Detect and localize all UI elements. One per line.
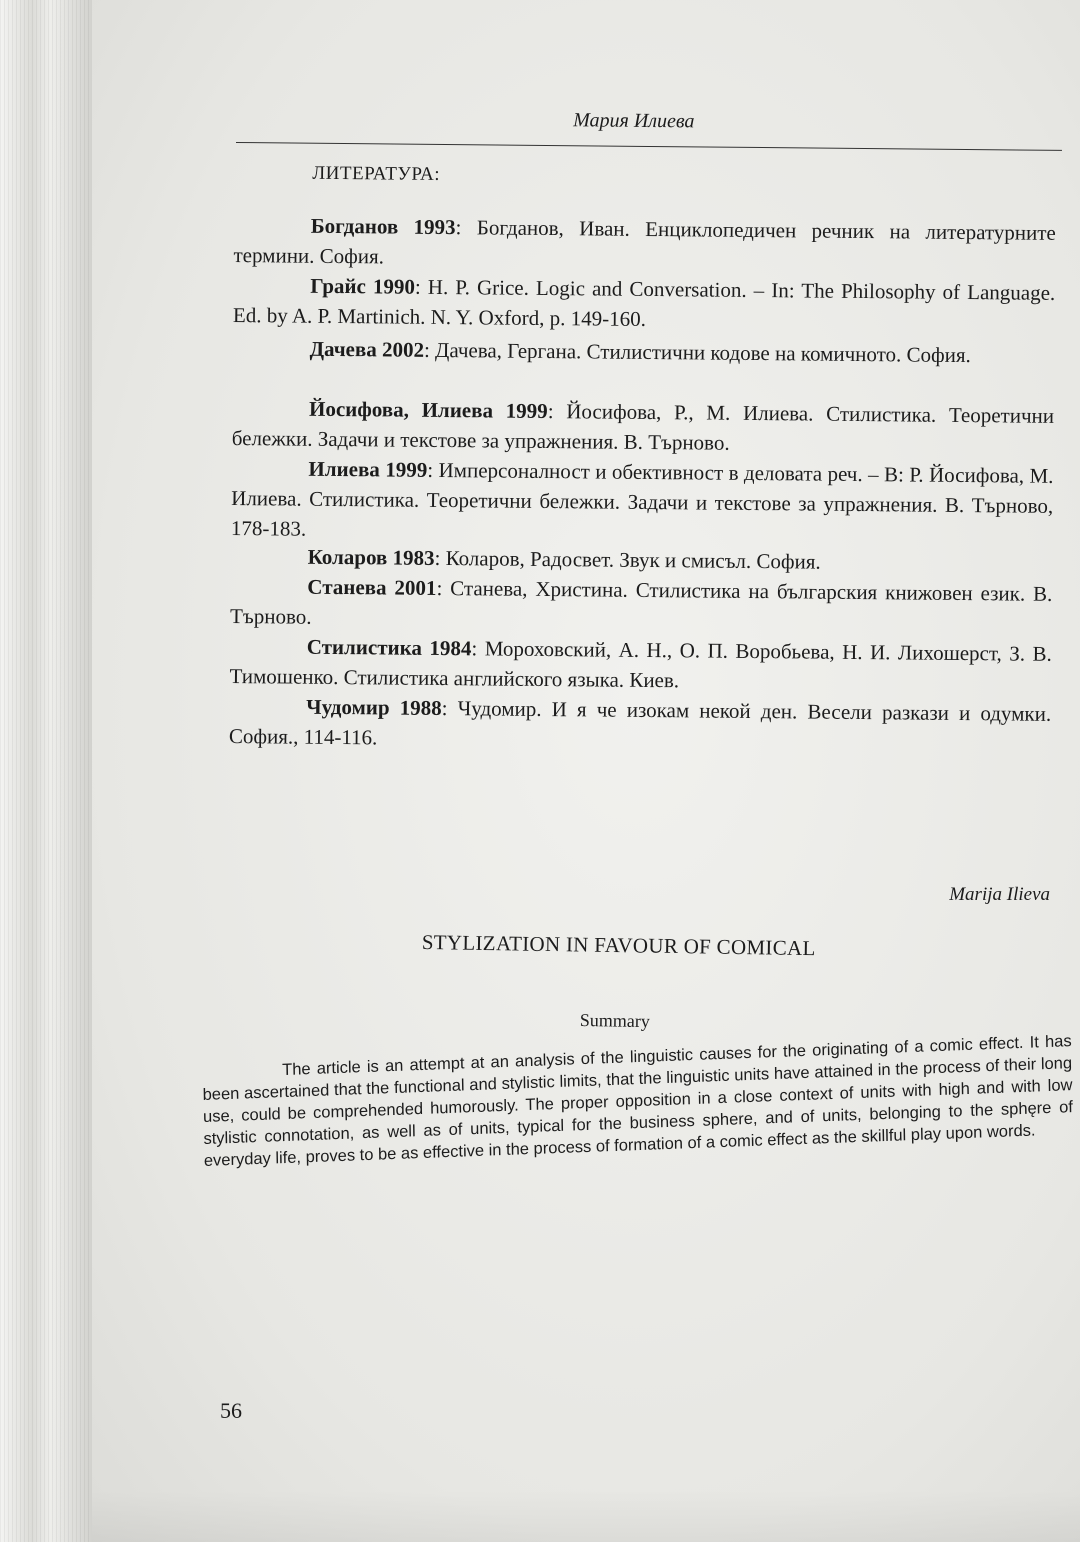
reference-key: Йосифова, Илиева 1999 [308,396,548,424]
abstract-title: STYLIZATION IN FAVOUR OF COMICAL [421,930,816,961]
bottom-shadow [92,1490,1080,1542]
header-author: Мария Илиева [573,109,695,133]
reference-text: : Имперсоналност и обективност в деловата реч. – В: Р. Йосифова, М. Илиева. Стилистика. Теоретични бележки. Задачи и текстове за упражнения. В. Търново, 178-183. [230,457,1054,541]
reference-text: : Станева, Христина. Стилистика на българския книжовен език. В. Търново. [229,575,1053,629]
reference-text: : Коларов, Радосвет. Звук и смисъл. София. [434,545,821,574]
running-header [236,104,1062,151]
reference-key: Стилистика 1984 [306,634,472,661]
reference-key: Илиева 1999 [308,456,428,482]
reference-entry [232,393,1055,461]
summary-text: The article is an attempt at an analysis of the linguistic causes for the originating of a comic effect. It has been ascertained that the functional and stylistic limits, that the linguistic units have attained in the process of their long use, could be comprehended humorously. The proper opposition in a close context of units with high and with low stylistic connotation, as well as of units, typical for the business sphere, and of units, belonging to the sphęre of everyday life, proves to be as effective in the process of formation of a comic effect as the skillful play upon words. [202,1032,1074,1170]
reference-entry [231,453,1054,551]
reference-key: Чудомир 1988 [306,694,442,721]
reference-entry [229,691,1052,759]
reference-text: : Дачева, Гергана. Стилистични кодове на комичното. София. [423,337,971,368]
reference-entry [233,210,1056,278]
reference-entry [233,270,1056,338]
book-page-edges [0,0,92,1542]
page-number: 56 [220,1398,242,1423]
summary-label: Summary [579,1010,650,1032]
reference-key: Грайс 1990 [310,273,416,299]
reference-text: : H. P. Grice. Logic and Conversation. – In: The Philosophy of Language. Ed. by A. P. Martinich. N. Y. Oxford, p. 149-160. [232,274,1056,331]
reference-entry [230,571,1053,639]
abstract-author: Marija Ilieva [949,884,1050,905]
reference-text: : Чудомир. И я че изокам некой ден. Весели разкази и одумки. София., 114-116. [228,696,1052,750]
reference-key: Коларов 1983 [307,544,435,570]
reference-entry [229,631,1052,699]
literature-title: ЛИТЕРАТУРА: [312,162,441,185]
reference-text: : Мороховский, А. Н., О. П. Воробьева, Н. И. Лихошерст, З. В. Тимошенко. Стилистика английского языка. Киев. [229,636,1052,693]
reference-text: : Богданов, Иван. Енциклопедичен речник на литературните термини. София. [233,215,1056,269]
reference-key: Дачева 2002 [309,336,425,362]
reference-text: : Йосифова, Р., М. Илиева. Стилистика. Теоретични бележки. Задачи и текстове за упражнения. В. Търново. [231,399,1055,455]
reference-key: Станева 2001 [307,574,437,600]
reference-key: Богданов 1993 [310,213,456,240]
